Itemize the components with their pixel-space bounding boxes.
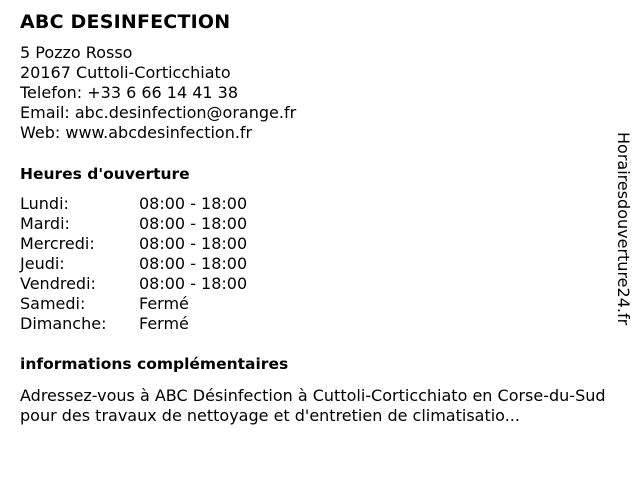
business-description: Adressez-vous à ABC Désinfection à Cuttoli-Corticchiato en Corse-du-Sud pour des travaux de nettoyage et d'entretien de climatisatio... [20, 386, 606, 425]
hours-value: 08:00 - 18:00 [139, 194, 248, 213]
day-label: Samedi: [20, 294, 86, 313]
website-url: Web: www.abcdesinfection.fr [20, 123, 253, 142]
hours-value: Fermé [139, 294, 189, 313]
day-label: Mercredi: [20, 234, 95, 253]
hours-heading: Heures d'ouverture [20, 165, 190, 183]
business-name: ABC DESINFECTION [20, 11, 231, 33]
site-watermark [610, 132, 636, 346]
day-label: Vendredi: [20, 274, 96, 293]
day-label: Dimanche: [20, 314, 107, 333]
phone-number: Telefon: +33 6 66 14 41 38 [20, 83, 239, 102]
street-address: 5 Pozzo Rosso [20, 43, 133, 62]
info-heading: informations complémentaires [20, 355, 289, 373]
hours-value: 08:00 - 18:00 [139, 254, 248, 273]
city-postal: 20167 Cuttoli-Corticchiato [20, 63, 231, 82]
email-address: Email: abc.desinfection@orange.fr [20, 103, 297, 122]
hours-value: 08:00 - 18:00 [139, 214, 248, 233]
hours-value: 08:00 - 18:00 [139, 274, 248, 293]
contact-block [20, 43, 296, 143]
day-label: Lundi: [20, 194, 69, 213]
day-label: Mardi: [20, 214, 70, 233]
hours-value: 08:00 - 18:00 [139, 234, 248, 253]
hours-value: Fermé [139, 314, 189, 333]
day-label: Jeudi: [20, 254, 65, 273]
watermark-text: Horairesdouverture24.fr [614, 132, 633, 326]
